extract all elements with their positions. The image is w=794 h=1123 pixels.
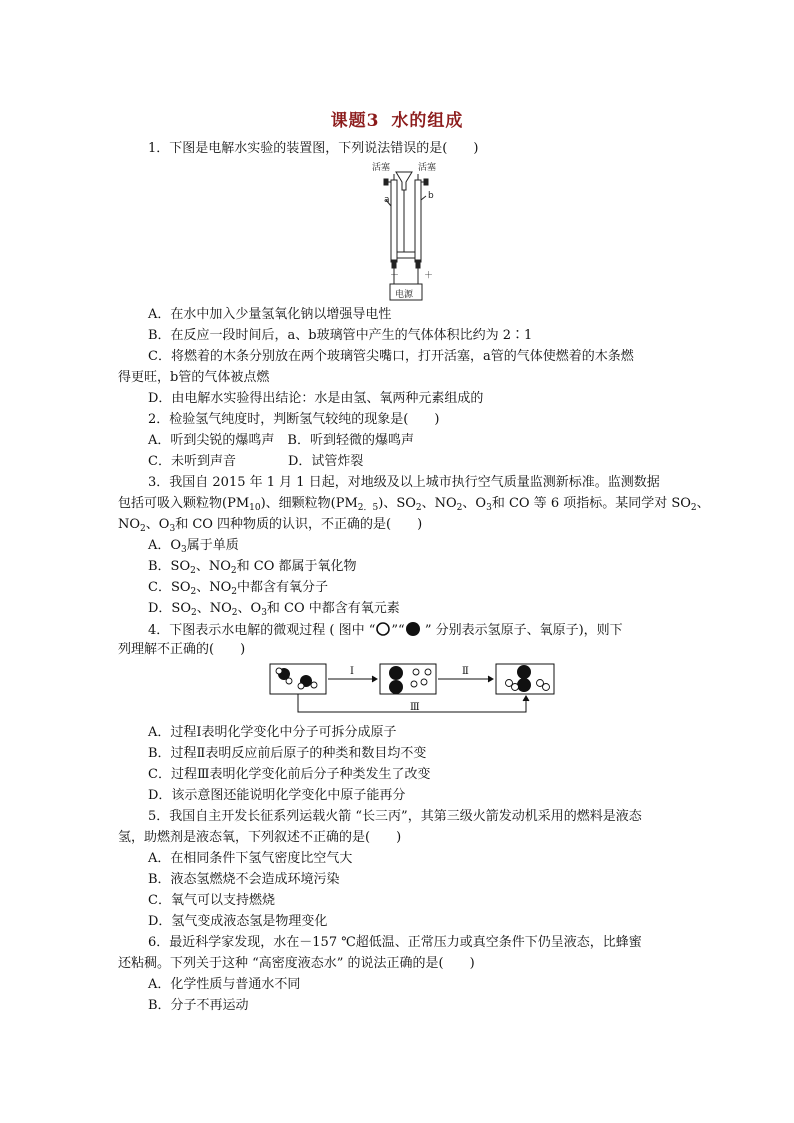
tube-a-label: a	[384, 195, 390, 205]
q2-options-ab: A．听到尖锐的爆鸣声 B．听到轻微的爆鸣声	[148, 433, 414, 448]
q2-options-cd: C．未听到声音 D．试管炸裂	[148, 454, 364, 469]
page-title: 课题3 水的组成	[330, 111, 464, 131]
q1-option-c-line2: 得更旺，b管的气体被点燃	[118, 370, 270, 385]
q5-option-c: C．氧气可以支持燃烧	[148, 893, 275, 908]
plus-label: ＋	[424, 271, 434, 281]
tube-b-label: b	[428, 191, 434, 201]
q3-option-a: A．$O_3$属于单质	[148, 538, 239, 555]
q4-option-c: C．过程Ⅲ表明化学变化前后分子种类发生了改变	[148, 767, 431, 782]
step-1-label: Ⅰ	[350, 666, 354, 677]
question-5-line1: 5．我国自主开发长征系列运载火箭 “长三丙”，其第三级火箭发动机采用的燃料是液态	[148, 809, 642, 824]
q6-option-a: A．化学性质与普通水不同	[148, 977, 301, 992]
q1-option-c-line1: C．将燃着的木条分别放在两个玻璃管尖嘴口，打开活塞，a管的气体使燃着的木条燃	[148, 349, 634, 364]
q6-option-b: B．分子不再运动	[148, 998, 249, 1013]
q1-option-d: D．由电解水实验得出结论：水是由氢、氧两种元素组成的	[148, 391, 484, 406]
question-6-line1: 6．最近科学家发现，水在－157 ℃超低温、正常压力或真空条件下仍呈液态，比蜂蜜	[148, 935, 642, 950]
question-6-line2: 还粘稠。下列关于这种 “高密度液态水” 的说法正确的是( )	[118, 956, 475, 971]
q1-option-b: B．在反应一段时间后，a、b玻璃管中产生的气体体积比约为 2∶1	[148, 328, 533, 343]
hydrogen-atom-icon	[375, 621, 391, 637]
q5-option-d: D．氢气变成液态氢是物理变化	[148, 914, 328, 929]
step-2-label: Ⅱ	[462, 666, 469, 677]
q3-option-d: D．$SO_2$、$NO_2$、$O_3$和 CO 中都含有氧元素	[148, 601, 400, 618]
water-electrolysis-micro-process-figure	[268, 660, 558, 718]
step-3-label: Ⅲ	[410, 702, 420, 713]
q1-option-a: A．在水中加入少量氢氧化钠以增强导电性	[148, 307, 392, 322]
power-label: 电源	[395, 290, 414, 300]
question-3-line2: 包括可吸入颗粒物$(PM_{10})$、细颗粒物$(PM_{2.5})$、$SO_2$、$NO_2$、$O_3$和 CO 等 6 项指标。某同学对 $SO_2$、	[118, 496, 710, 513]
q4-option-a: A．过程Ⅰ表明化学变化中分子可拆分成原子	[148, 725, 397, 740]
question-4-line1: 4．下图表示水电解的微观过程 ( 图中 “ ”“ ” 分别表示氢原子、氧原子)，则下	[148, 623, 623, 638]
question-5-line2: 氢，助燃剂是液态氧，下列叙述不正确的是( )	[118, 830, 402, 845]
minus-label: －	[390, 271, 400, 281]
valve-right-label: 活塞	[418, 163, 437, 173]
q5-option-b: B．液态氢燃烧不会造成环境污染	[148, 872, 340, 887]
question-3-line3: $NO_2$、$O_3$和 CO 四种物质的认识，不正确的是( )	[118, 517, 423, 534]
q3-option-c: C．$SO_2$、$NO_2$中都含有氧分子	[148, 580, 329, 597]
q3-option-b: B．$SO_2$、$NO_2$和 CO 都属于氧化物	[148, 559, 357, 576]
question-3-line1: 3．我国自 2015 年 1 月 1 日起，对地级及以上城市执行空气质量监测新标准。监测数据	[148, 475, 660, 490]
q4-option-b: B．过程Ⅱ表明反应前后原子的种类和数目均不变	[148, 746, 427, 761]
electrolysis-apparatus-figure	[360, 160, 444, 302]
question-1-stem: 1．下图是电解水实验的装置图，下列说法错误的是( )	[148, 141, 479, 156]
oxygen-atom-icon	[405, 621, 421, 637]
question-2-stem: 2．检验氢气纯度时，判断氢气较纯的现象是( )	[148, 412, 440, 427]
q4-option-d: D．该示意图还能说明化学变化中原子能再分	[148, 788, 406, 803]
q5-option-a: A．在相同条件下氢气密度比空气大	[148, 851, 353, 866]
question-4-line2: 列理解不正确的( )	[118, 642, 246, 657]
valve-left-label: 活塞	[372, 163, 391, 173]
